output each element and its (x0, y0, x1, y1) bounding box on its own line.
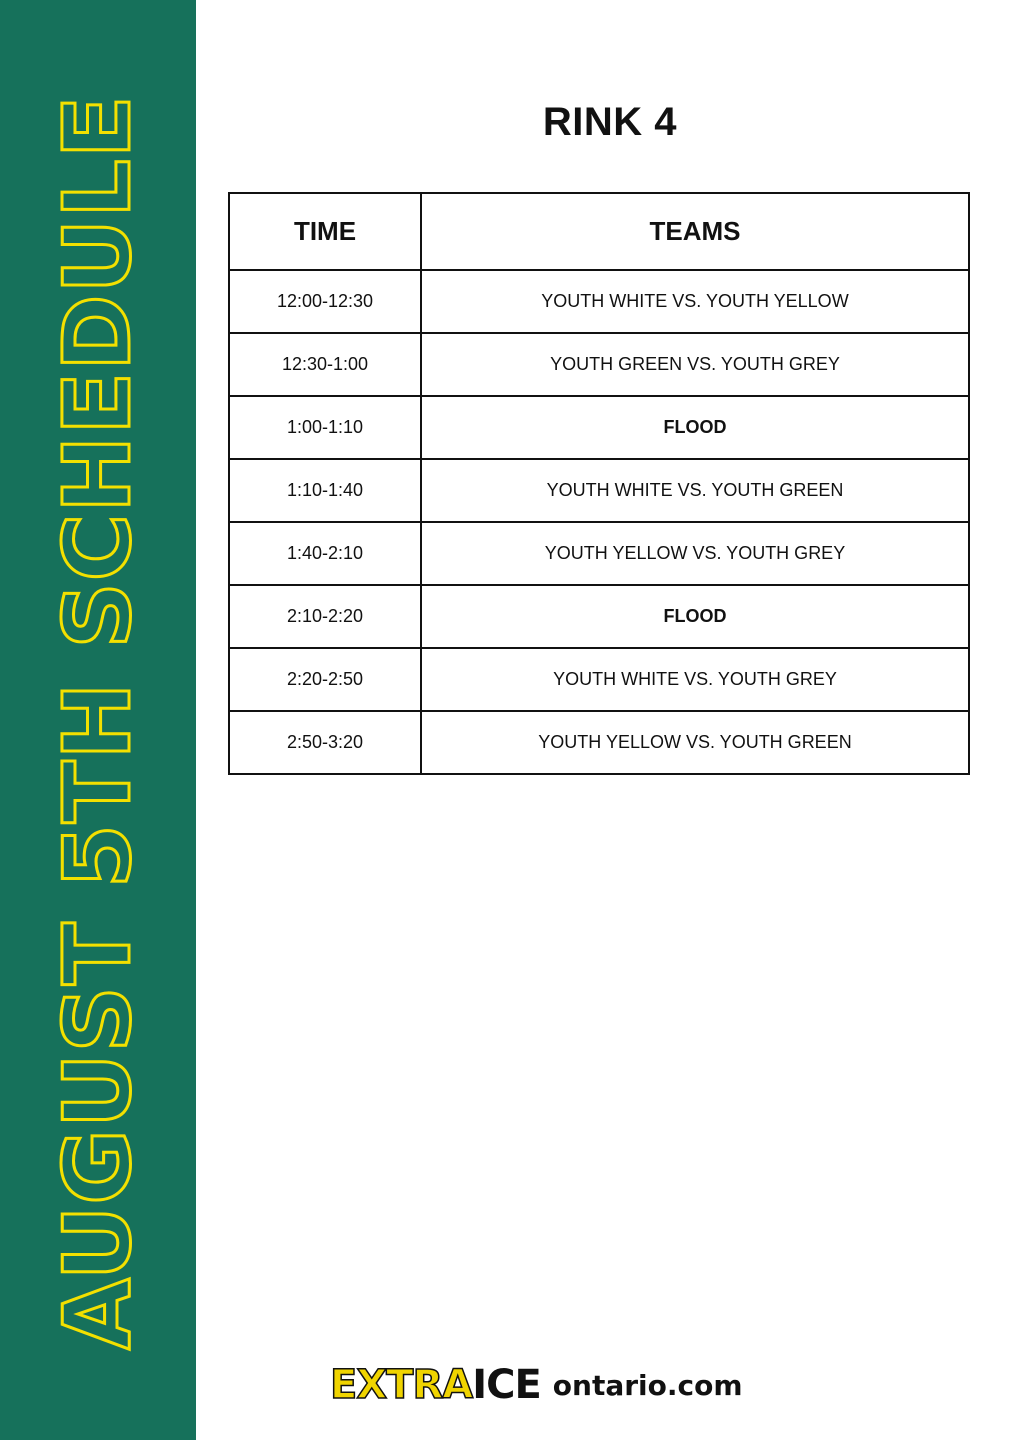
table-row (229, 333, 969, 396)
table-row (229, 711, 969, 774)
teams-cell: YOUTH WHITE VS. YOUTH GREY (421, 648, 969, 711)
table-row (229, 585, 969, 648)
page-title: RINK 4 (542, 100, 678, 144)
extraice-logo (330, 1362, 743, 1408)
flood-cell: FLOOD (421, 396, 969, 459)
time-cell: 2:50-3:20 (229, 711, 421, 774)
time-cell: 2:20-2:50 (229, 648, 421, 711)
table-row (229, 396, 969, 459)
logo-ice-text: ICE (472, 1362, 541, 1408)
column-header-teams: TEAMS (421, 193, 969, 270)
teams-cell: YOUTH GREEN VS. YOUTH GREY (421, 333, 969, 396)
table-row (229, 270, 969, 333)
teams-cell: YOUTH YELLOW VS. YOUTH GREY (421, 522, 969, 585)
table-header-row (229, 193, 969, 270)
table-row (229, 648, 969, 711)
time-cell: 1:10-1:40 (229, 459, 421, 522)
logo-extra-text: EXTRA (330, 1362, 473, 1408)
time-cell: 2:10-2:20 (229, 585, 421, 648)
teams-cell: YOUTH YELLOW VS. YOUTH GREEN (421, 711, 969, 774)
schedule-date-title: AUGUST 5TH SCHEDULE (44, 94, 151, 1350)
time-cell: 1:00-1:10 (229, 396, 421, 459)
teams-cell: YOUTH WHITE VS. YOUTH YELLOW (421, 270, 969, 333)
table-row (229, 522, 969, 585)
time-cell: 12:00-12:30 (229, 270, 421, 333)
teams-cell: YOUTH WHITE VS. YOUTH GREEN (421, 459, 969, 522)
logo-wordmark (330, 1362, 541, 1408)
time-cell: 12:30-1:00 (229, 333, 421, 396)
table-row (229, 459, 969, 522)
logo-domain-text: ontario.com (552, 1368, 743, 1402)
flood-cell: FLOOD (421, 585, 969, 648)
schedule-table (228, 192, 970, 775)
time-cell: 1:40-2:10 (229, 522, 421, 585)
sidebar-banner (0, 0, 196, 1440)
column-header-time: TIME (229, 193, 421, 270)
